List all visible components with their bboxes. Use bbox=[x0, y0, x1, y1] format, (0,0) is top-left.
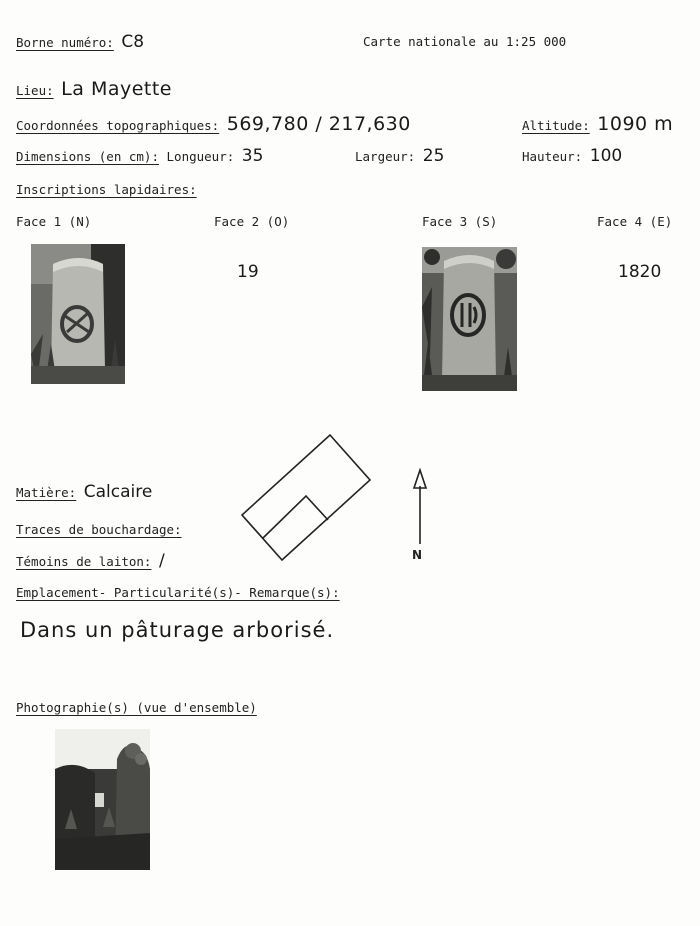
photographie-label: Photographie(s) (vue d'ensemble) bbox=[16, 700, 257, 715]
hauteur-value: 100 bbox=[589, 146, 623, 166]
largeur-label: Largeur: bbox=[355, 149, 416, 164]
face-3-label: Face 3 (S) bbox=[422, 214, 498, 229]
lieu-row bbox=[16, 78, 172, 100]
matiere-row bbox=[16, 482, 152, 502]
longueur-value: 35 bbox=[241, 146, 264, 166]
borne-number-row bbox=[16, 32, 144, 52]
stone-plan-diagram bbox=[236, 430, 376, 565]
lieu-value: La Mayette bbox=[61, 78, 172, 100]
coords-label: Coordonnées topographiques: bbox=[16, 118, 220, 133]
face-2-label: Face 2 (O) bbox=[214, 214, 290, 229]
inscriptions-label: Inscriptions lapidaires: bbox=[16, 182, 197, 197]
altitude-value: 1090 m bbox=[597, 113, 674, 135]
borne-number-label: Borne numéro: bbox=[16, 35, 114, 50]
hauteur-row bbox=[522, 146, 622, 166]
matiere-label: Matière: bbox=[16, 485, 77, 500]
face-4-label: Face 4 (E) bbox=[597, 214, 673, 229]
coords-row bbox=[16, 113, 411, 135]
face-1-label: Face 1 (N) bbox=[16, 214, 92, 229]
face-4-value: 1820 bbox=[618, 262, 662, 282]
dimensions-row bbox=[16, 146, 263, 166]
temoins-label: Témoins de laiton: bbox=[16, 554, 152, 569]
hauteur-label: Hauteur: bbox=[522, 149, 583, 164]
longueur-label: Longueur: bbox=[166, 149, 235, 164]
lieu-label: Lieu: bbox=[16, 83, 54, 98]
dimensions-label: Dimensions (en cm): bbox=[16, 149, 159, 164]
borne-number-value: C8 bbox=[121, 32, 145, 52]
face-1-photo bbox=[31, 244, 125, 384]
matiere-value: Calcaire bbox=[83, 482, 153, 502]
overview-photo bbox=[55, 729, 150, 870]
face-2-value: 19 bbox=[237, 262, 259, 282]
altitude-row bbox=[522, 113, 673, 135]
largeur-row bbox=[355, 146, 444, 166]
north-arrow-icon bbox=[408, 466, 432, 546]
largeur-value: 25 bbox=[422, 146, 445, 166]
temoins-row bbox=[16, 551, 165, 571]
emplacement-value: Dans un pâturage arborisé. bbox=[20, 618, 335, 642]
temoins-value: / bbox=[159, 551, 165, 571]
altitude-label: Altitude: bbox=[522, 118, 590, 133]
emplacement-label: Emplacement- Particularité(s)- Remarque(s): bbox=[16, 585, 340, 600]
face-3-photo bbox=[422, 247, 517, 391]
coords-value: 569,780 / 217,630 bbox=[226, 113, 411, 135]
traces-label: Traces de bouchardage: bbox=[16, 522, 182, 537]
carte-nationale: Carte nationale au 1:25 000 bbox=[363, 34, 567, 49]
north-label: N bbox=[412, 548, 423, 562]
traces-row bbox=[16, 519, 182, 539]
